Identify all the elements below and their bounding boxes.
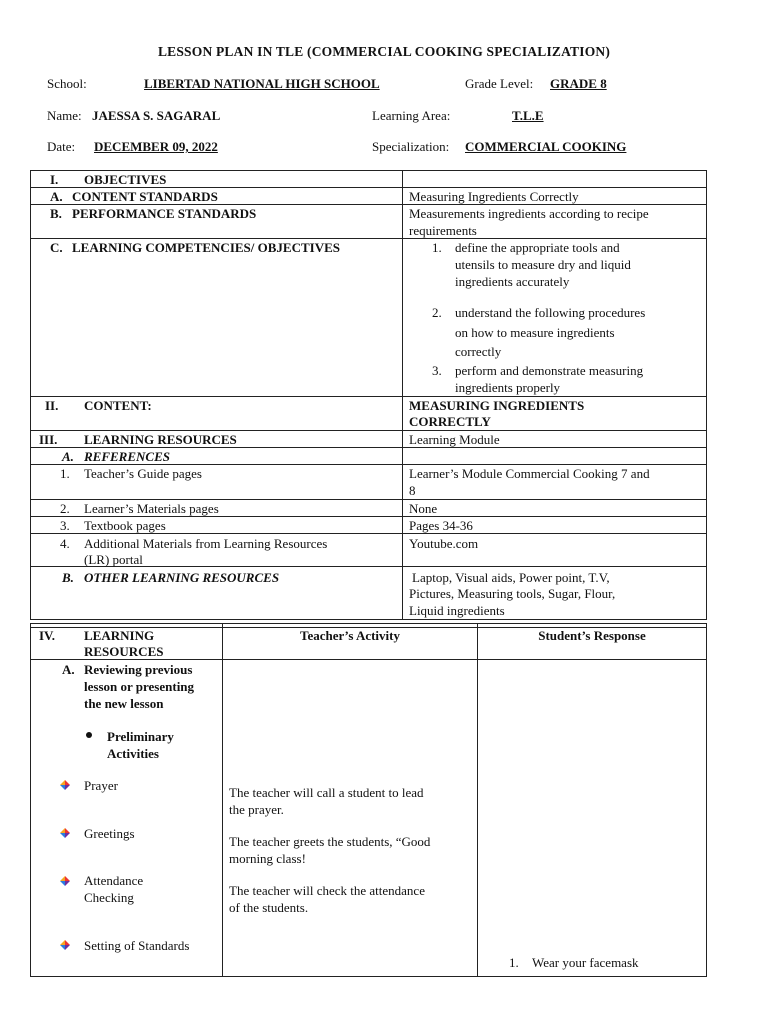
setting-standards-item: Setting of Standards xyxy=(84,938,190,953)
competency-2-line3: correctly xyxy=(455,344,502,359)
diamond-bullet-icon xyxy=(60,828,70,838)
specialization-value: COMMERCIAL COOKING xyxy=(465,139,627,154)
student-response-1: Wear your facemask xyxy=(532,955,639,970)
grade-label: Grade Level: xyxy=(465,76,534,91)
date-value: DECEMBER 09, 2022 xyxy=(94,139,218,154)
ref-3-value: Pages 34-36 xyxy=(409,518,473,533)
ref-1-num: 1. xyxy=(60,466,70,481)
teacher-activity-header: Teacher’s Activity xyxy=(299,628,400,643)
review-line3: the new lesson xyxy=(84,696,164,711)
name-label: Name: xyxy=(47,108,82,123)
teacher-attend-line1: The teacher will check the attendance xyxy=(229,883,425,898)
competency-3-line1: perform and demonstrate measuring xyxy=(455,363,644,378)
content-standards-value: Measuring Ingredients Correctly xyxy=(409,189,579,204)
other-resources-value-line1: Laptop, Visual aids, Power point, T.V, xyxy=(412,570,610,585)
ref-3-label: Textbook pages xyxy=(84,518,166,533)
attendance-item-line2: Checking xyxy=(84,890,134,905)
prayer-item: Prayer xyxy=(84,778,118,793)
other-resources-value-line3: Liquid ingredients xyxy=(409,603,505,618)
student-response-header: Student’s Response xyxy=(538,628,646,643)
other-resources-num: B. xyxy=(62,570,74,585)
filled-circle-bullet-icon xyxy=(86,732,92,738)
resources-value: Learning Module xyxy=(409,432,500,447)
content-standards-label: CONTENT STANDARDS xyxy=(72,189,218,204)
performance-standards-num: B. xyxy=(50,206,62,221)
references-label: REFERENCES xyxy=(84,449,170,464)
competency-1-line1: define the appropriate tools and xyxy=(455,240,620,255)
competency-3-line2: ingredients properly xyxy=(455,380,561,395)
grade-value: GRADE 8 xyxy=(550,76,607,91)
competency-2-num: 2. xyxy=(432,305,442,320)
performance-standards-label: PERFORMANCE STANDARDS xyxy=(72,206,257,221)
competency-2-line1: understand the following procedures xyxy=(455,305,646,320)
document-title: LESSON PLAN IN TLE (COMMERCIAL COOKING SPECIALIZATION) xyxy=(157,44,611,59)
other-resources-label: OTHER LEARNING RESOURCES xyxy=(84,570,280,585)
performance-standards-value-line2: requirements xyxy=(409,223,477,238)
ref-3-num: 3. xyxy=(60,518,70,533)
content-standards-num: A. xyxy=(50,189,63,204)
content-num: II. xyxy=(45,398,59,413)
section-iv-num: IV. xyxy=(39,628,56,643)
diamond-bullet-icon xyxy=(60,780,70,790)
preliminary-line2: Activities xyxy=(107,746,159,761)
ref-1-value-line1: Learner’s Module Commercial Cooking 7 and xyxy=(409,466,650,481)
name-value: JAESSA S. SAGARAL xyxy=(92,108,221,123)
ref-4-value: Youtube.com xyxy=(409,536,479,551)
learning-area-value: T.L.E xyxy=(512,108,544,123)
attendance-item-line1: Attendance xyxy=(84,873,144,888)
teacher-greet-line2: morning class! xyxy=(229,851,306,866)
competency-2-line2: on how to measure ingredients xyxy=(455,325,615,340)
section-iv-line1: LEARNING xyxy=(84,628,155,643)
date-label: Date: xyxy=(47,139,76,154)
review-num: A. xyxy=(62,662,75,677)
ref-4-num: 4. xyxy=(60,536,70,551)
teacher-greet-line1: The teacher greets the students, “Good xyxy=(229,834,431,849)
objectives-heading: OBJECTIVES xyxy=(84,172,167,187)
review-line2: lesson or presenting xyxy=(84,679,195,694)
content-value-line2: CORRECTLY xyxy=(409,414,491,429)
ref-2-num: 2. xyxy=(60,501,70,516)
references-num: A. xyxy=(62,449,74,464)
ref-1-label: Teacher’s Guide pages xyxy=(84,466,202,481)
diamond-bullet-icon xyxy=(60,940,70,950)
ref-4-line2: (LR) portal xyxy=(84,552,143,567)
teacher-prayer-line2: the prayer. xyxy=(229,802,284,817)
ref-4-line1: Additional Materials from Learning Resources xyxy=(84,536,328,551)
review-line1: Reviewing previous xyxy=(84,662,193,677)
content-value-line1: MEASURING INGREDIENTS xyxy=(409,398,585,413)
content-label: CONTENT: xyxy=(84,398,152,413)
competency-1-num: 1. xyxy=(432,240,442,255)
student-response-1-num: 1. xyxy=(509,955,519,970)
specialization-label: Specialization: xyxy=(372,139,450,154)
resources-num: III. xyxy=(39,432,58,447)
competency-1-line3: ingredients accurately xyxy=(455,274,570,289)
school-value: LIBERTAD NATIONAL HIGH SCHOOL xyxy=(144,76,380,91)
ref-1-value-line2: 8 xyxy=(409,483,416,498)
competency-1-line2: utensils to measure dry and liquid xyxy=(455,257,631,272)
ref-2-value: None xyxy=(409,501,438,516)
competencies-num: C. xyxy=(50,240,63,255)
school-label: School: xyxy=(47,76,87,91)
resources-label: LEARNING RESOURCES xyxy=(84,432,237,447)
ref-2-label: Learner’s Materials pages xyxy=(84,501,219,516)
teacher-attend-line2: of the students. xyxy=(229,900,309,915)
diamond-bullet-icon xyxy=(60,876,70,886)
greetings-item: Greetings xyxy=(84,826,135,841)
preliminary-line1: Preliminary xyxy=(107,729,174,744)
learning-area-label: Learning Area: xyxy=(372,108,451,123)
other-resources-value-line2: Pictures, Measuring tools, Sugar, Flour, xyxy=(409,586,616,601)
section-iv-line2: RESOURCES xyxy=(84,644,164,659)
competency-3-num: 3. xyxy=(432,363,442,378)
performance-standards-value-line1: Measurements ingredients according to recipe xyxy=(409,206,649,221)
objectives-num: I. xyxy=(50,172,59,187)
competencies-label: LEARNING COMPETENCIES/ OBJECTIVES xyxy=(72,240,340,255)
teacher-prayer-line1: The teacher will call a student to lead xyxy=(229,785,424,800)
